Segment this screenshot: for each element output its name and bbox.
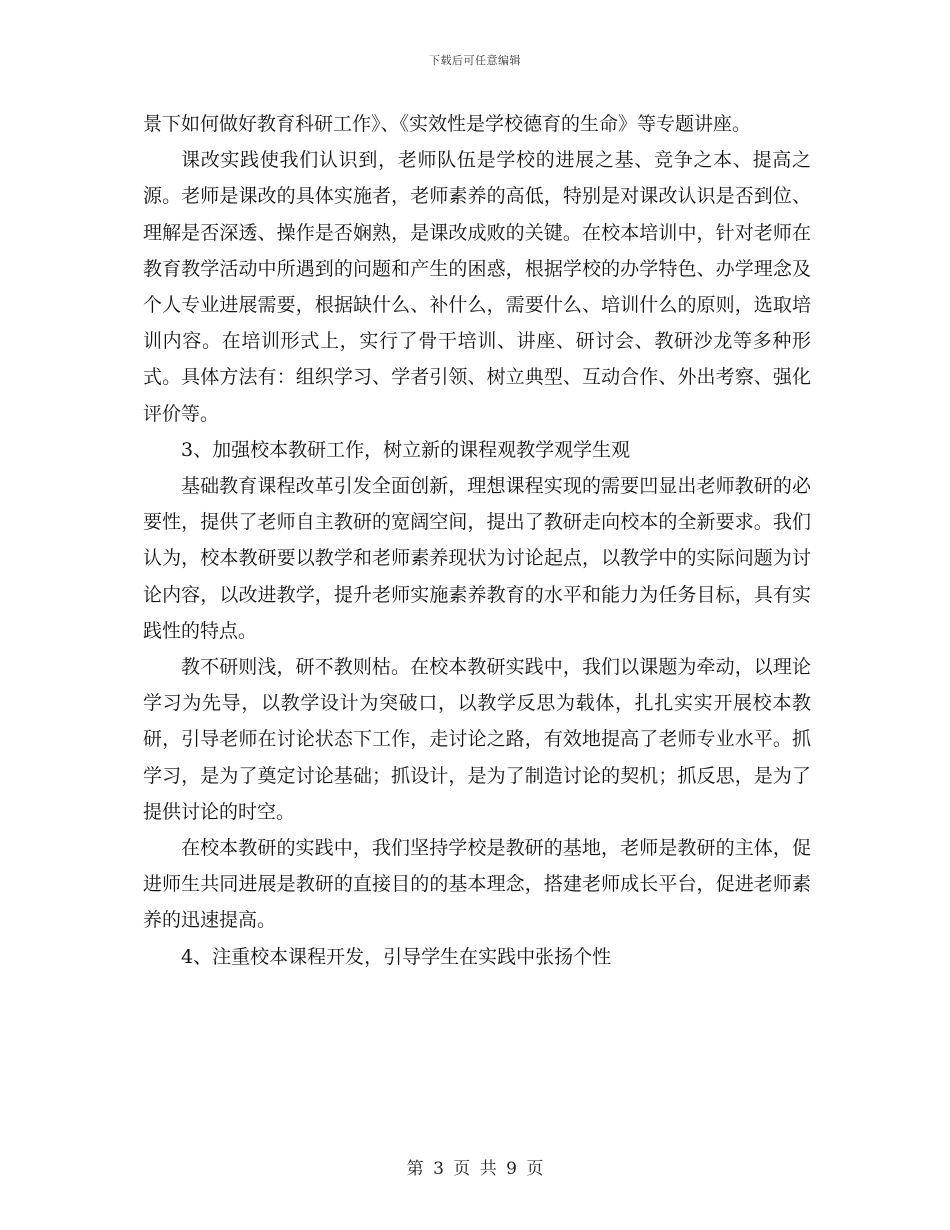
- paragraph-curriculum-reform: 基础教育课程改革引发全面创新，理想课程实现的需要凹显出老师教研的必要性，提供了老师自主教研的宽阔空间，提出了教研走向校本的全新要求。我们认为，校本教研要以教学和老师素养现状为讨论起点，以教学中的实际问题为讨论内容，以改进教学，提升老师实施素养教育的水平和能力为任务目标，具有实践性的特点。: [143, 475, 811, 642]
- section-heading-3: 3、加强校本教研工作，树立新的课程观教学观学生观: [181, 438, 631, 461]
- paragraph-research-practice: 教不研则浅，研不教则枯。在校本教研实践中，我们以课题为牵动，以理论学习为先导，以教学设计为突破口，以教学反思为载体，扎扎实实开展校本教研，引导老师在讨论状态下工作，走讨论之路，有效地提高了老师专业水平。抓学习，是为了奠定讨论基础；抓设计，是为了制造讨论的契机；抓反思，是为了提供讨论的时空。: [143, 656, 811, 823]
- paragraph-research-base: 在校本教研的实践中，我们坚持学校是教研的基地，老师是教研的主体，促进师生共同进展是教研的直接目的的基本理念，搭建老师成长平台，促进老师素养的迅速提高。: [143, 837, 811, 932]
- document-body: [143, 106, 811, 975]
- page-footer: 第 3 页 共 9 页: [406, 1159, 544, 1179]
- paragraph-continuation: 景下如何做好教育科研工作》、《实效性是学校德育的生命》等专题讲座。: [143, 113, 752, 135]
- paragraph-teacher-team: 课改实践使我们认识到，老师队伍是学校的进展之基、竞争之本、提高之源。老师是课改的具体实施者，老师素养的高低，特别是对课改认识是否到位、理解是否深透、操作是否娴熟，是课改成败的关键。在校本培训中，针对老师在教育教学活动中所遇到的问题和产生的困惑，根据学校的办学特色、办学理念及个人专业进展需要，根据缺什么、补什么，需要什么、培训什么的原则，选取培训内容。在培训形式上，实行了骨干培训、讲座、研讨会、教研沙龙等多种形式。具体方法有：组织学习、学者引领、树立典型、互动合作、外出考察、强化评价等。: [143, 149, 811, 425]
- section-heading-4: 4、注重校本课程开发，引导学生在实践中张扬个性: [181, 945, 612, 968]
- page-header: 下载后可任意编辑: [429, 54, 521, 67]
